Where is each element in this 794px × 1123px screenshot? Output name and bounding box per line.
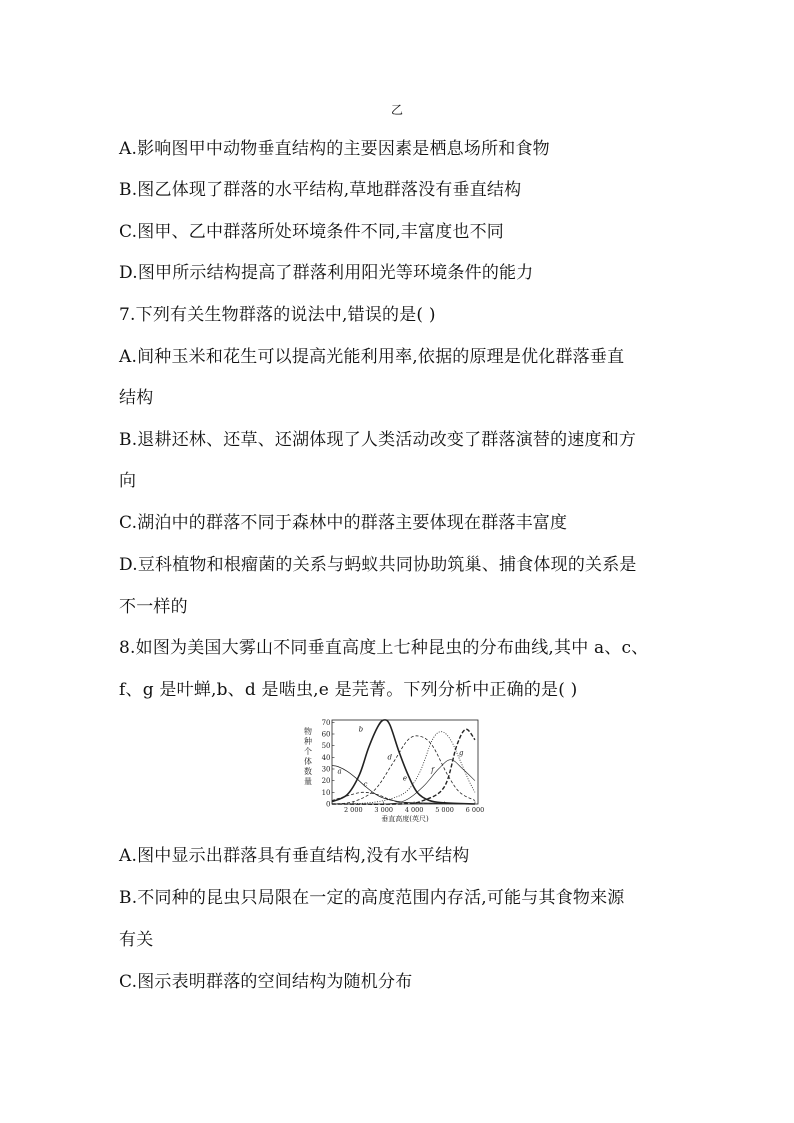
- q7-stem: 7.下列有关生物群落的说法中,错误的是( ): [119, 305, 436, 325]
- curve-label-c: c: [363, 780, 368, 789]
- y-tick-label: 40: [321, 753, 331, 762]
- q7-option-b: B.退耕还林、还草、还湖体现了人类活动改变了群落演替的速度和方: [119, 430, 637, 450]
- series-line-e: [332, 732, 475, 804]
- y-axis-label-char: 体: [304, 757, 312, 766]
- y-axis-label-char: 物: [304, 727, 312, 736]
- q6-option-b: B.图乙体现了群落的水平结构,草地群落没有垂直结构: [119, 180, 522, 200]
- q8-option-b: B.不同种的昆虫只局限在一定的高度范围内存活,可能与其食物来源: [119, 888, 625, 908]
- q6-option-d: D.图甲所示结构提高了群落利用阳光等环境条件的能力: [119, 263, 534, 283]
- curve-label-a: a: [337, 767, 342, 776]
- y-tick-label: 0: [326, 800, 331, 809]
- y-axis-label-char: 数: [304, 767, 312, 776]
- y-axis-label-char: 量: [304, 777, 312, 786]
- q6-option-c: C.图甲、乙中群落所处环境条件不同,丰富度也不同: [119, 222, 505, 242]
- q8-stem-line-2: f、g 是叶蝉,b、d 是啮虫,e 是芫菁。下列分析中正确的是( ): [119, 680, 578, 700]
- series-line-g: [332, 729, 475, 804]
- q7-option-b-cont: 向: [119, 471, 137, 491]
- x-tick-label: 3 000: [374, 806, 394, 814]
- q7-option-d-cont: 不一样的: [119, 597, 188, 617]
- q7-option-a-cont: 结构: [119, 388, 154, 408]
- q8-option-c: C.图示表明群落的空间结构为随机分布: [119, 972, 413, 992]
- figure-caption: 乙: [391, 103, 404, 117]
- y-axis-label-char: 个: [304, 747, 312, 756]
- y-tick-label: 70: [321, 718, 331, 727]
- curve-label-f: f: [431, 766, 434, 775]
- x-tick-label: 6 000: [465, 806, 485, 814]
- x-tick-label: 5 000: [435, 806, 454, 814]
- curve-label-e: e: [402, 774, 408, 783]
- x-tick-label: 4 000: [404, 806, 424, 814]
- x-tick-label: 2 000: [343, 806, 363, 814]
- curve-label-g: g: [459, 749, 464, 757]
- y-tick-label: 60: [321, 730, 331, 739]
- chart-plot-area: [304, 719, 484, 823]
- q7-option-c: C.湖泊中的群落不同于森林中的群落主要体现在群落丰富度: [119, 513, 568, 533]
- plot-frame: [332, 720, 478, 804]
- y-tick-label: 50: [321, 742, 331, 751]
- q8-option-a: A.图中显示出群落具有垂直结构,没有水平结构: [119, 846, 470, 866]
- q8-option-b-cont: 有关: [119, 930, 154, 950]
- curve-label-b: b: [358, 725, 364, 734]
- series-line-b: [332, 720, 475, 804]
- q7-option-d: D.豆科植物和根瘤菌的关系与蚂蚁共同协助筑巢、捕食体现的关系是: [119, 555, 637, 575]
- y-tick-label: 10: [321, 788, 331, 797]
- x-axis-label: 垂直高度(英尺): [381, 815, 429, 823]
- curve-label-d: d: [387, 753, 393, 762]
- y-tick-label: 20: [321, 777, 331, 786]
- y-tick-label: 30: [321, 765, 331, 774]
- series-line-a: [332, 766, 475, 805]
- q6-option-a: A.影响图甲中动物垂直结构的主要因素是栖息场所和食物: [119, 139, 550, 159]
- q8-stem-line-1: 8.如图为美国大雾山不同垂直高度上七种昆虫的分布曲线,其中 a、c、: [119, 638, 649, 658]
- y-axis-label-char: 种: [304, 737, 312, 746]
- insect-distribution-chart: [300, 716, 490, 828]
- q7-option-a: A.间种玉米和花生可以提高光能利用率,依据的原理是优化群落垂直: [119, 347, 625, 367]
